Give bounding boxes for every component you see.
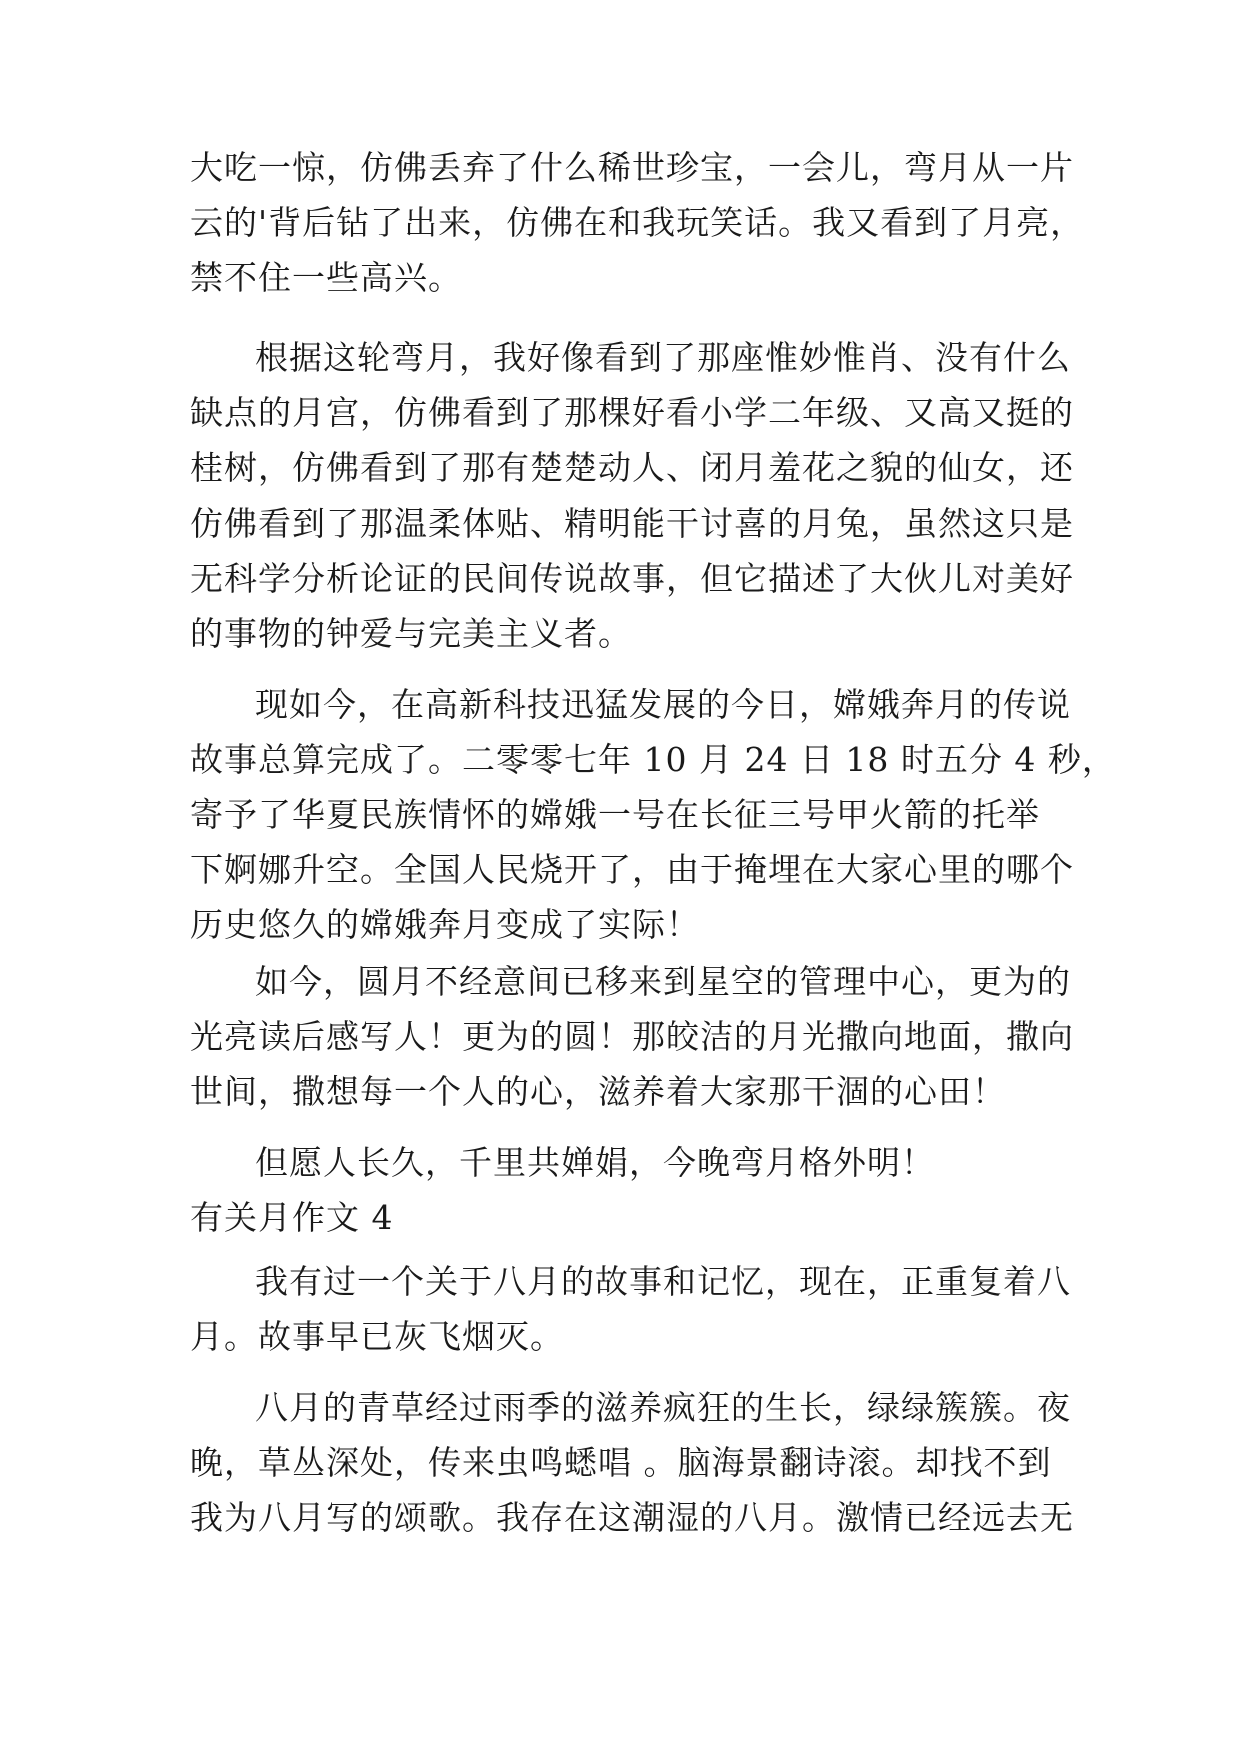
text-line: 禁不住一些高兴。	[190, 258, 462, 297]
text-line: 故事总算完成了。二零零七年 10 月 24 日 18 时五分 4 秒，	[190, 740, 1116, 779]
text-line: 我为八月写的颂歌。我存在这潮湿的八月。激情已经远去无	[190, 1498, 1074, 1537]
text-line: 根据这轮弯月，我好像看到了那座惟妙惟肖、没有什么	[255, 338, 1071, 377]
text-line: 但愿人长久，千里共婵娟，今晚弯月格外明！	[255, 1143, 935, 1182]
text-line: 历史悠久的嫦娥奔月变成了实际！	[190, 905, 700, 944]
text-line: 月。故事早已灰飞烟灭。	[190, 1317, 564, 1356]
text-line: 如今，圆月不经意间已移来到星空的管理中心，更为的	[255, 962, 1071, 1001]
text-line: 无科学分析论证的民间传说故事，但它描述了大伙儿对美好	[190, 559, 1074, 598]
text-line: 缺点的月宫，仿佛看到了那棵好看小学二年级、又高又挺的	[190, 393, 1074, 432]
text-line: 现如今，在高新科技迅猛发展的今日，嫦娥奔月的传说	[255, 685, 1071, 724]
text-line: 寄予了华夏民族情怀的嫦娥一号在长征三号甲火箭的托举	[190, 795, 1040, 834]
section-heading: 有关月作文 4	[190, 1198, 394, 1237]
text-line: 仿佛看到了那温柔体贴、精明能干讨喜的月兔，虽然这只是	[190, 504, 1074, 543]
text-line: 的事物的钟爱与完美主义者。	[190, 614, 632, 653]
text-line: 晚，草丛深处，传来虫鸣蟋唱 。脑海景翻诗滚。却找不到	[190, 1443, 1052, 1482]
text-line: 桂树，仿佛看到了那有楚楚动人、闭月羞花之貌的仙女，还	[190, 448, 1074, 487]
text-line: 八月的青草经过雨季的滋养疯狂的生长，绿绿簇簇。夜	[255, 1388, 1071, 1427]
text-line: 世间，撒想每一个人的心，滋养着大家那干涸的心田！	[190, 1072, 1006, 1111]
text-line: 我有过一个关于八月的故事和记忆，现在，正重复着八	[255, 1262, 1071, 1301]
text-line: 下婀娜升空。全国人民烧开了，由于掩埋在大家心里的哪个	[190, 850, 1074, 889]
text-line: 光亮读后感写人！更为的圆！那皎洁的月光撒向地面，撒向	[190, 1017, 1074, 1056]
text-line: 云的'背后钻了出来，仿佛在和我玩笑话。我又看到了月亮，	[190, 203, 1085, 242]
text-line: 大吃一惊，仿佛丢弃了什么稀世珍宝，一会儿，弯月从一片	[190, 148, 1074, 187]
